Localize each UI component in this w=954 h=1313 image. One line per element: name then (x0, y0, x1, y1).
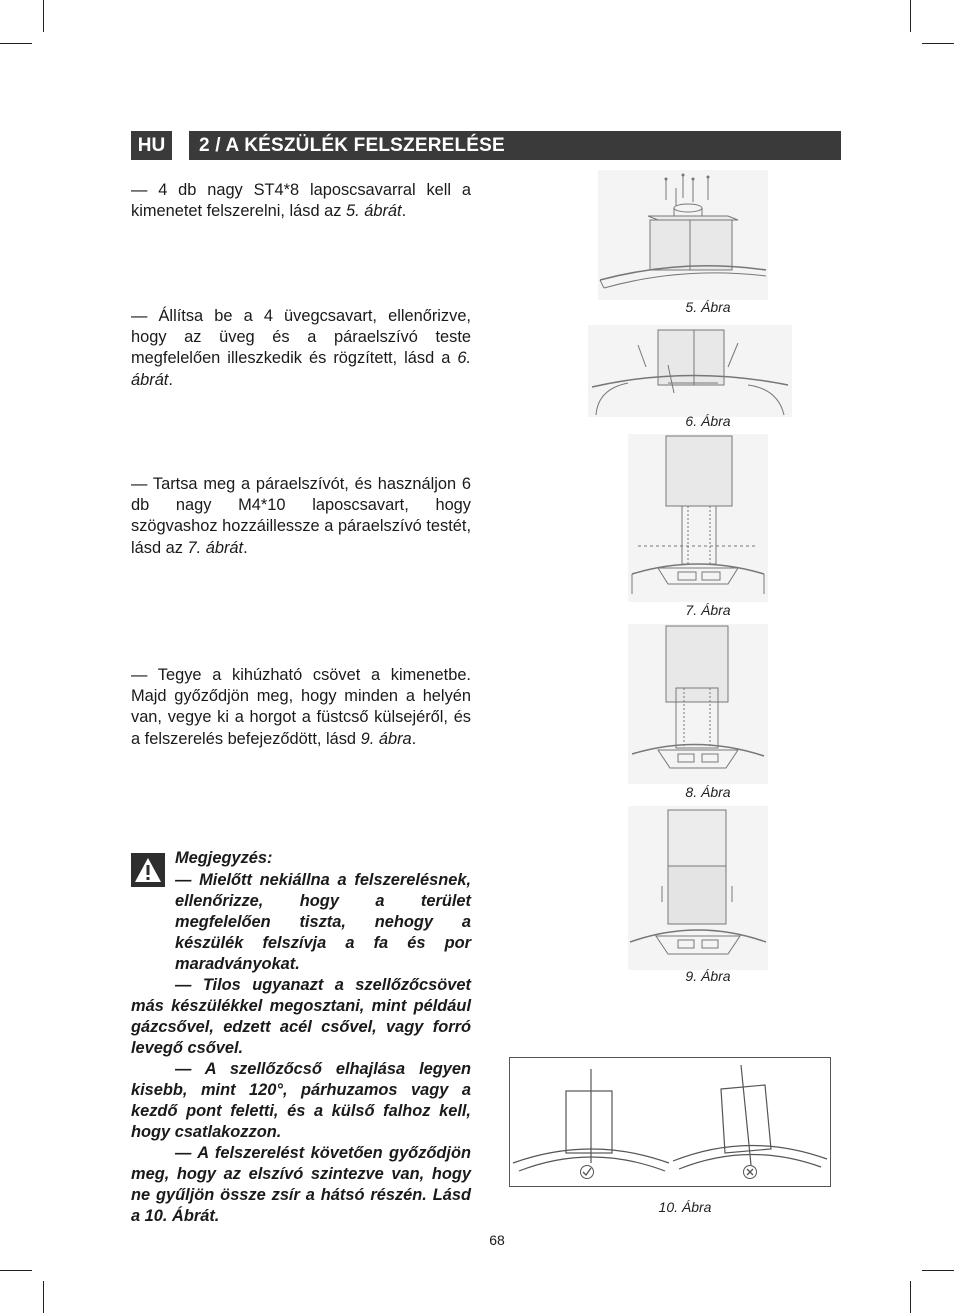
note-item: — Mielőtt nekiállna a felszerelésnek, ellenőrizze, hogy a terület megfelelően tiszta, nehogy a készülék felszívja a fa és por maradványokat. (175, 871, 471, 973)
figure-caption: 5. Ábra (685, 299, 731, 315)
page-number: 68 (489, 1232, 505, 1248)
language-badge: HU (131, 131, 172, 160)
crop-mark (922, 1270, 954, 1271)
paragraph-text: . (243, 538, 248, 557)
figure-reference: 6. ábrát (131, 349, 471, 389)
figure-10-correct-vs-incorrect (509, 1057, 831, 1187)
figure-7-hood-body-bracket (628, 434, 768, 602)
figure-reference: 7. ábrát (187, 538, 244, 557)
note-item: — Tilos ugyanazt a szellőzőcsövet más készülékkel megosztani, mint például gázcsővel, edzett acél csővel, vagy forró levegő csővel. (131, 976, 471, 1057)
figure-8-telescopic-duct (628, 624, 768, 784)
instruction-paragraph (131, 306, 471, 391)
paragraph-text: — Tegye a kihúzható csövet a kimenetbe. Majd győződjön meg, hogy minden a helyén van, vegye ki a horgot a füstcső külsejéről, és a felszerelés befejeződött, lásd (131, 666, 471, 748)
figure-5-hood-outlet-screws (598, 170, 768, 300)
figure-9-assembled-hood (628, 806, 768, 970)
figure-caption: 9. Ábra (685, 968, 731, 984)
crop-mark (922, 43, 954, 44)
figure-reference: 9. ábra (360, 729, 412, 748)
note-body (131, 870, 471, 1227)
crop-mark (43, 0, 44, 32)
crop-mark (43, 1281, 44, 1313)
crop-mark (910, 0, 911, 32)
figure-6-glass-screws (588, 325, 792, 417)
instruction-paragraph (131, 665, 471, 750)
check-circle-icon (580, 1165, 594, 1179)
paragraph-text: . (168, 370, 173, 389)
crop-mark (0, 43, 32, 44)
cross-circle-icon (743, 1165, 757, 1179)
crop-mark (910, 1281, 911, 1313)
crop-mark (0, 1270, 32, 1271)
note-title: Megjegyzés: (175, 849, 273, 867)
figure-caption: 10. Ábra (658, 1199, 712, 1215)
section-title: 2 / A KÉSZÜLÉK FELSZERELÉSE (189, 131, 841, 160)
figure-reference: 5. ábrát (346, 202, 402, 221)
paragraph-text: — 4 db nagy ST4*8 laposcsavarral kell a kimenetet felszerelni, lásd az (131, 181, 471, 221)
instruction-paragraph (131, 474, 471, 559)
section-header (131, 131, 841, 160)
instruction-paragraph (131, 180, 471, 222)
paragraph-text: — Tartsa meg a páraelszívót, és használjon 6 db nagy M4*10 laposcsavart, hogy szögvashoz hozzáillessze a páraelszívó testét, lásd az (131, 475, 471, 557)
paragraph-text: . (401, 202, 407, 221)
note-item: — A felszerelést követően győződjön meg, hogy az elszívó szintezve van, hogy ne gyűljön össze zsír a hátsó részén. Lásd a 10. Ábrát. (131, 1144, 471, 1225)
note-item: — A szellőzőcső elhajlása legyen kisebb, mint 120°, párhuzamos vagy a kezdő pont feletti, és a külső falhoz kell, hogy csatlakozzon. (131, 1060, 471, 1141)
paragraph-text: — Állítsa be a 4 üvegcsavart, ellenőrizve, hogy az üveg és a páraelszívó teste megfelelően illeszkedik és rögzített, lásd a (131, 307, 471, 368)
figure-caption: 8. Ábra (685, 784, 731, 800)
figure-caption: 7. Ábra (685, 602, 731, 618)
figure-caption: 6. Ábra (685, 413, 731, 429)
paragraph-text: . (411, 729, 417, 748)
